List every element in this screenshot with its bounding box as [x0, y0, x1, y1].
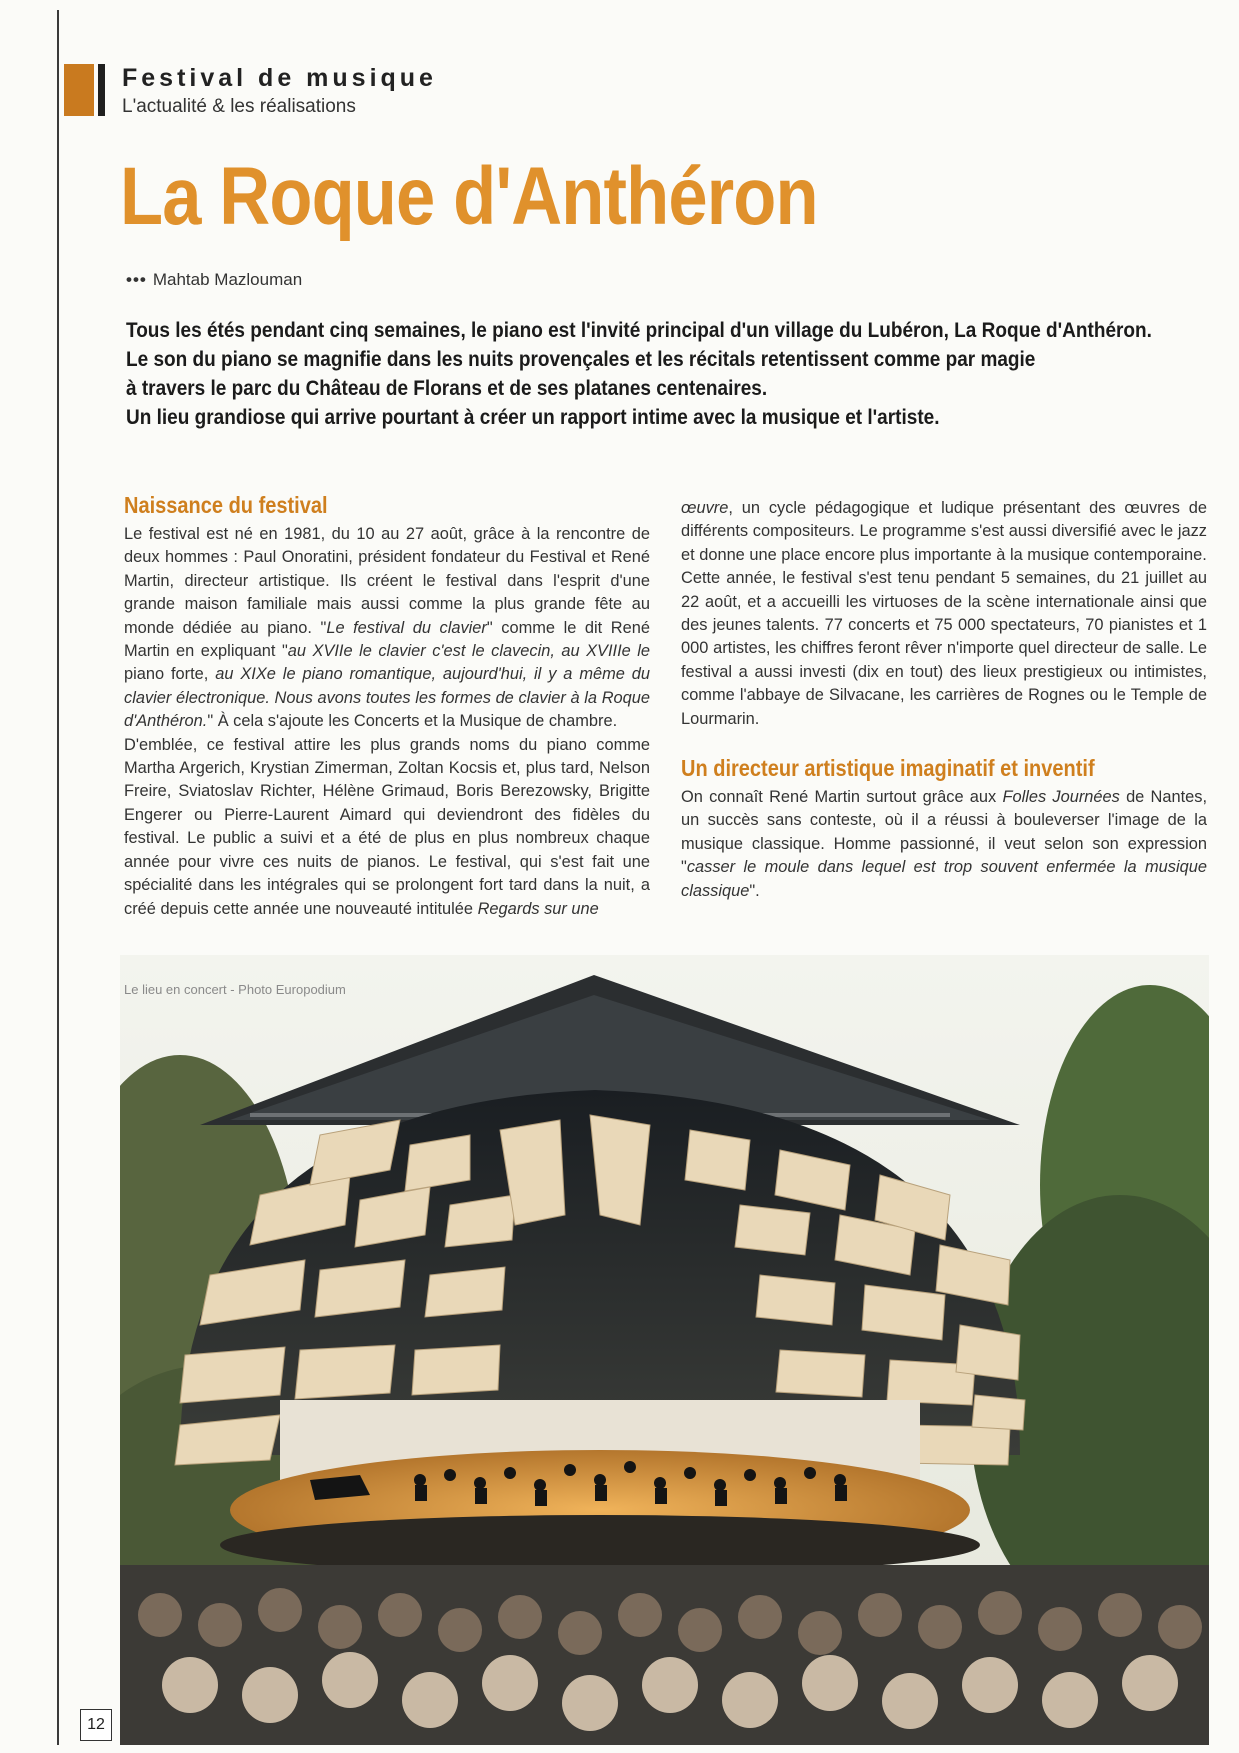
body-paragraph	[124, 734, 650, 921]
section-label: Festival de musique	[122, 64, 437, 92]
page-number: 12	[80, 1709, 112, 1741]
text-run: ".	[749, 881, 760, 900]
lead-line: Le son du piano se magnifie dans les nuits provençales et les récitals retentissent comme par magie	[126, 348, 1036, 371]
body-paragraph: Cette année, le festival s'est tenu pendant 5 semaines, du 21 juillet au 22 août, et a accueilli les virtuoses de la scène internationale ainsi que des jeunes talents. 77 concerts et 75 000 spectateurs, 70 pianistes et 1 000 artistes, les chiffres feront rêver n'importe quel directeur de salle. Le festival a aussi investi (dix en tout) des lieux prestigieux ou intimistes, comme l'abbaye de Silvacane, les carrières de Rognes ou le Temple de Lourmarin.	[681, 569, 1207, 728]
section-heading: Naissance du festival	[124, 492, 328, 518]
text-run-italic: Le festival du clavier	[326, 618, 487, 637]
lead-line: Tous les étés pendant cinq semaines, le piano est l'invité principal d'un village du Lubéron, La Roque d'Anthéron.	[126, 319, 1152, 342]
text-run-italic: au XIXe le piano romantique, aujourd'hui, il y a même du clavier électronique. Nous avons toutes les formes de clavier à la Roque d'Anthéron.	[124, 665, 650, 731]
author-bullet: •••	[126, 270, 147, 289]
concert-photo	[120, 955, 1209, 1745]
margin-rule	[57, 10, 59, 1745]
text-run-italic: casser le moule dans lequel est trop souvent enfermée la musique classique	[681, 858, 1207, 900]
right-column	[681, 497, 1207, 903]
text-run-italic: Folles Journées	[1002, 788, 1120, 807]
lead-line: Un lieu grandiose qui arrive pourtant à créer un rapport intime avec la musique et l'artiste.	[126, 406, 940, 429]
author-line	[126, 270, 302, 290]
left-column	[124, 494, 650, 921]
text-run: " comme le dit René Martin en expliquant "	[124, 618, 650, 661]
article-title: La Roque d'Anthéron	[120, 151, 818, 242]
section-tab-black	[98, 64, 105, 116]
text-run-italic: Regards sur une	[477, 899, 599, 918]
text-run: On connaît René Martin surtout grâce aux	[681, 788, 1003, 807]
section-sublabel: L'actualité & les réalisations	[122, 96, 356, 117]
lead-line: à travers le parc du Château de Florans et de ses platanes centenaires.	[126, 377, 768, 400]
text-run-italic: au XVIIe le clavier c'est le clavecin, au XVIIIe le	[287, 642, 650, 661]
body-paragraph	[681, 786, 1207, 903]
author-name: Mahtab Mazlouman	[152, 270, 303, 289]
body-paragraph	[124, 523, 650, 734]
section-heading: Un directeur artistique imaginatif et inventif	[681, 755, 1095, 782]
text-run: Le festival est né en 1981, du 10 au 27 août, grâce à la rencontre de deux hommes : Paul Onoratini, président fondateur du Festival et René Martin, directeur artistique. Ils créent le festival dans l'esprit d'une grande maison familiale mais aussi comme la plus grande fête au monde dédiée au piano. "	[124, 525, 650, 637]
text-run: de Nantes, un succès sans conteste, où il a réussi à bouleverser l'image de la musique classique. Homme passionné, il veut selon son expression "	[681, 788, 1208, 877]
body-paragraph	[681, 497, 1207, 567]
photo-caption: Le lieu en concert - Photo Europodium	[124, 982, 346, 997]
text-run: " À cela s'ajoute les Concerts et la Musique de chambre.	[207, 712, 618, 731]
text-run: D'emblée, ce festival attire les plus grands noms du piano comme Martha Argerich, Krystian Zimerman, Zoltan Kocsis et, plus tard, Nelson Freire, Sviatoslav Richter, Hélène Grimaud, Boris Berezowsky, Brigitte Engerer ou Pierre-Laurent Aimard qui deviendront des fidèles du festival. Le public a suivi et a été de plus en plus nombreux chaque année pour vivre ces nuits de pianos. Le festival, qui s'est fait une spécialité dans les intégrales qui se prolongent fort tard dans la nuit, a créé depuis cette année une nouveauté intitulée	[124, 735, 650, 918]
concert-photo-illustration	[120, 955, 1209, 1745]
section-tab-orange	[64, 64, 94, 116]
lead-paragraph	[126, 316, 1152, 432]
text-run: , un cycle pédagogique et ludique présentant des œuvres de différents compositeurs. Le programme s'est aussi diversifié avec le jazz et donne une place encore plus importante à la musique contemporaine.	[681, 499, 1207, 564]
text-run: piano forte,	[124, 665, 216, 684]
text-run-italic: œuvre	[681, 499, 729, 517]
